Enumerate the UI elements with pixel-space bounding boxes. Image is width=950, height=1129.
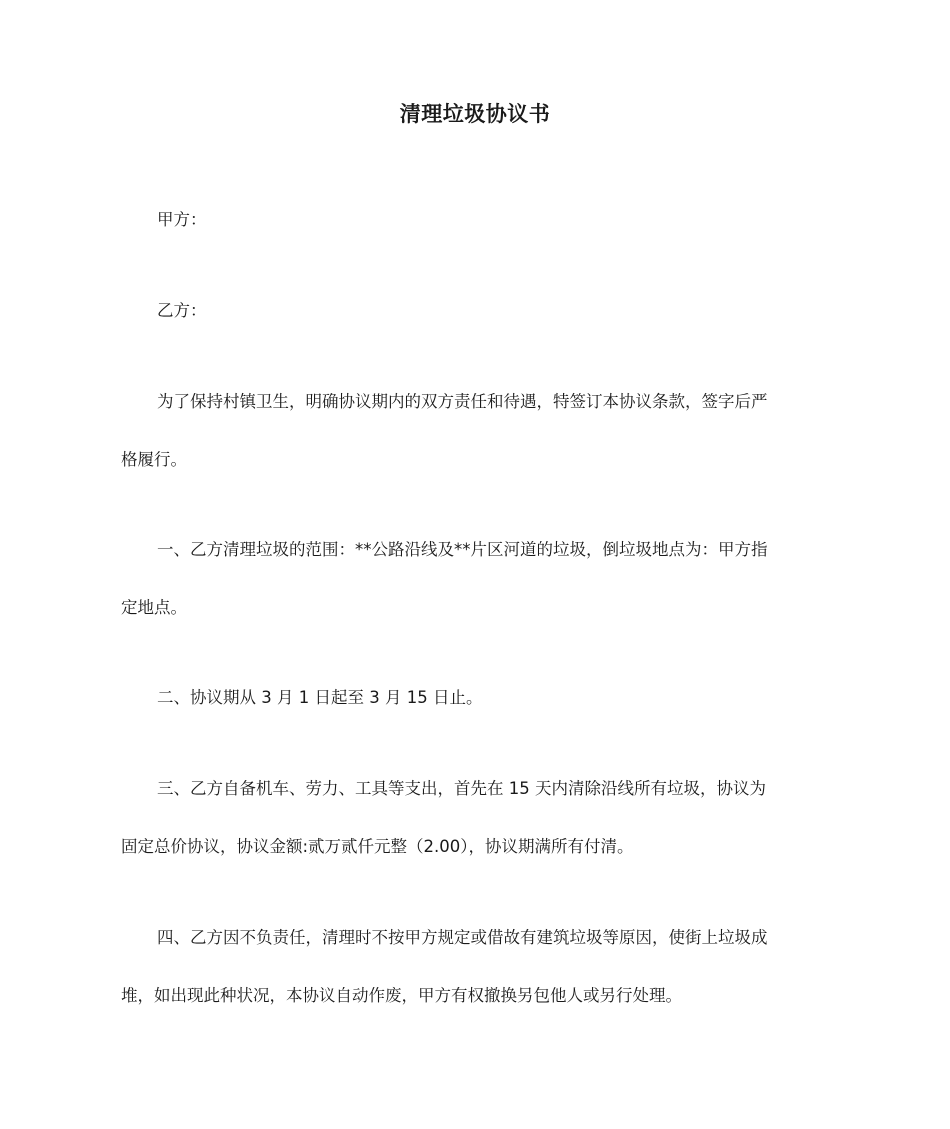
clause-3-line-1: 三、乙方自备机车、劳力、工具等支出，首先在 15 天内清除沿线所有垃圾，协议为 [157,779,766,798]
clause-2-line-1: 二、协议期从 3 月 1 日起至 3 月 15 日止。 [157,688,483,707]
clause-1-line-2: 定地点。 [121,598,187,617]
party-a-label: 甲方： [157,210,207,229]
clause-4-line-1: 四、乙方因不负责任，清理时不按甲方规定或借故有建筑垃圾等原因，使街上垃圾成 [157,928,768,947]
clause-4-line-2: 堆，如出现此种状况，本协议自动作废，甲方有权撤换另包他人或另行处理。 [121,986,682,1005]
clause-3-line-2: 固定总价协议，协议金额:贰万贰仟元整（2.00），协议期满所有付清。 [121,837,634,856]
document-title: 清理垃圾协议书 [399,102,551,126]
clause-1-line-1: 一、乙方清理垃圾的范围：**公路沿线及**片区河道的垃圾，倒垃圾地点为：甲方指 [157,540,768,559]
intro-line-2: 格履行。 [121,450,187,469]
intro-line-1: 为了保持村镇卫生，明确协议期内的双方责任和待遇，特签订本协议条款，签字后严 [157,392,768,411]
party-b-label: 乙方： [157,301,207,320]
